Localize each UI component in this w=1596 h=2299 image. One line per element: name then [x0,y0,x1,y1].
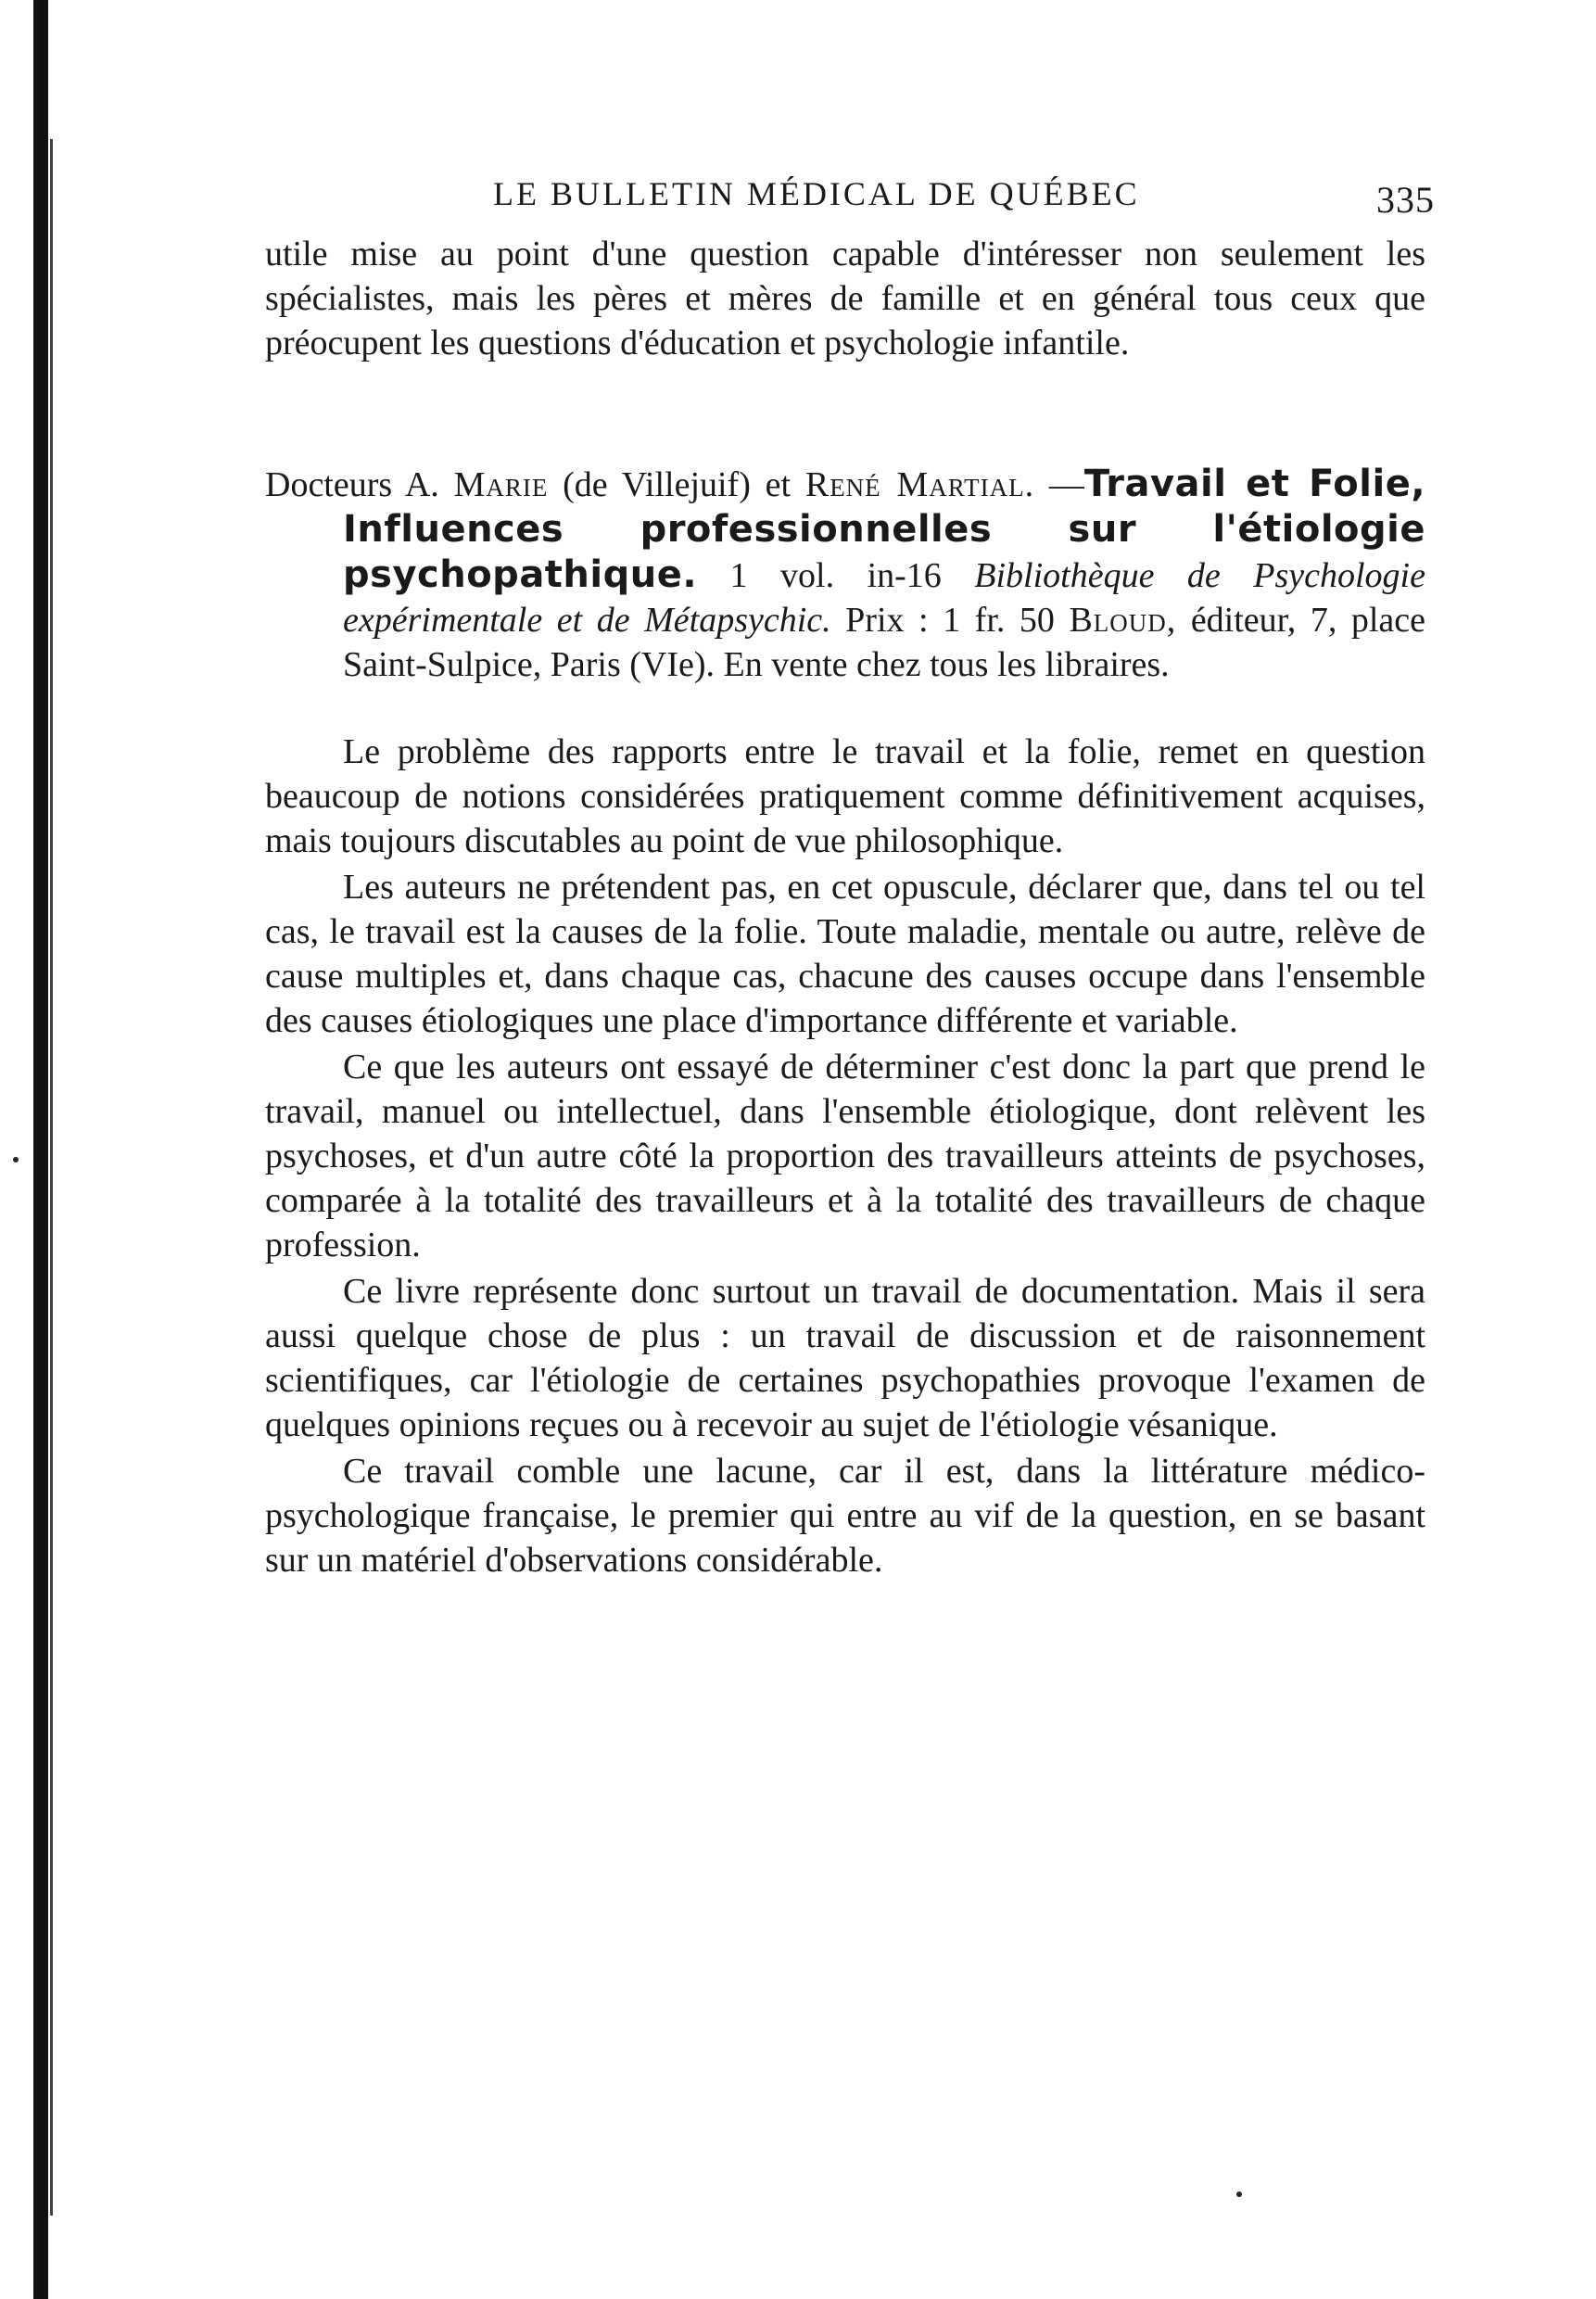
body-paragraph-1: Le problème des rapports entre le travail et la folie, remet en question beaucoup de notions considérées pratiquement comme définitivement acquises, mais toujours discutables au point de vue philosophique. [265,732,1425,860]
citation-book-title: Travail et Folie, Influences professionnelles sur l'étiologie psychopathique. [343,463,1426,596]
book-citation [265,462,1425,687]
intro-paragraph: utile mise au point d'une question capable d'intéresser non seulement les spécialistes, mais les pères et mères de famille et en général tous ceux que préocupent les questions d'éducation et psychologie infantile. [265,235,1425,362]
citation-author-2: René Martial. [804,465,1035,504]
body-paragraph-4: Ce livre représente donc surtout un travail de documentation. Mais il sera aussi quelque chose de plus : un travail de discussion et de raisonnement scientifiques, car l'étiologie de certaines psychopathies provoque l'examen de quelques opinions reçues ou à recevoir au sujet de l'étiologie vésanique. [265,1272,1425,1444]
scan-speck [1236,2191,1242,2197]
scan-gutter-line [50,139,53,2216]
body-paragraph-3: Ce que les auteurs ont essayé de déterminer c'est donc la part que prend le travail, manuel ou intellectuel, dans l'ensemble étiologique, dont relèvent les psychoses, et d'un autre côté la proportion des travailleurs atteints de psychoses, comparée à la totalité des travailleurs et à la totalité des travailleurs de chaque profession. [265,1048,1425,1264]
citation-prefix: Docteurs A. [265,465,439,504]
body-paragraph-2: Les auteurs ne prétendent pas, en cet opuscule, déclarer que, dans tel ou tel cas, le travail est la causes de la folie. Toute maladie, mentale ou autre, relève de cause multiples et, dans chaque cas, chacune des causes occupe dans l'ensemble des causes étiologiques une place d'importance différente et variable. [265,868,1425,1040]
scan-gutter-shadow [33,0,48,2299]
citation-publisher: Bloud, [1069,601,1177,640]
citation-volume: 1 vol. in-16 [729,556,942,595]
citation-series: Bibliothèque de Psychologie expérimentale et de Métapsychic. [343,556,1425,640]
citation-publisher-details: éditeur, 7, place Saint-Sulpice, Paris (VIe). En vente chez tous les libraires. [343,601,1426,684]
body-paragraph-5: Ce travail comble une lacune, car il est, dans la littérature médico-psychologique française, le premier qui entre au vif de la question, en se basant sur un matériel d'observations considérable. [265,1452,1425,1580]
running-head [265,174,1435,230]
running-title: LE BULLETIN MÉDICAL DE QUÉBEC [493,175,1140,212]
citation-author-1-place: (de Villejuif) et [563,465,792,504]
citation-price: Prix : 1 fr. 50 [845,601,1055,640]
scan-speck [13,1157,19,1162]
page-content [265,174,1435,1582]
page-number: 335 [1376,179,1435,221]
citation-dash: — [1048,465,1084,504]
citation-author-1: Marie [453,465,549,504]
